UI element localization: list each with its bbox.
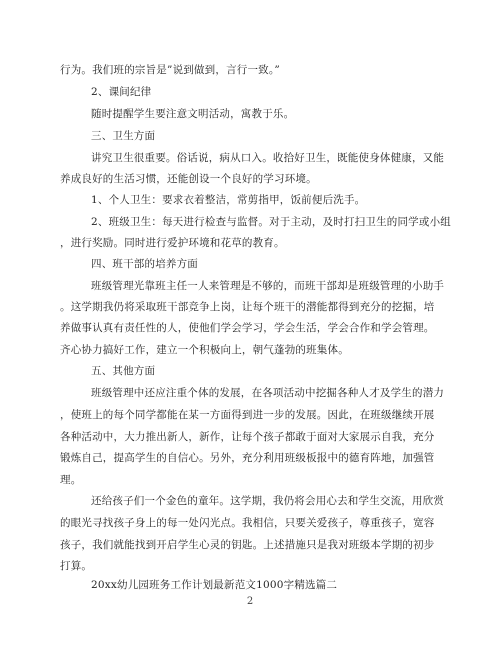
paragraph-line: 打算。 <box>60 560 93 572</box>
paragraph-line: 养成良好的生活习惯，还能创设一个良好的学习环境。 <box>60 173 317 185</box>
paragraph-line: 锻炼自己，提高学生的自信心。另外，充分利用班级板报中的德育阵地，加强管 <box>60 452 435 464</box>
paragraph-line: 孩子，我们就能找到开启学生心灵的钥匙。上述措施只是我对班级本学期的初步 <box>60 539 435 551</box>
paragraph-line: ，使班上的每个同学都能在某一方面得到进一步的发展。因此，在班级继续开展 <box>60 409 435 421</box>
paragraph-line: 1、个人卫生：要求衣着整洁，常剪指甲，饭前便后洗手。 <box>91 194 366 206</box>
paragraph-line: 班级管理光靠班主任一人来管理是不够的，而班干部却是班级管理的小助手 <box>91 280 445 292</box>
paragraph-line: 齐心协力搞好工作，建立一个积极向上，朝气蓬勃的班集体。 <box>60 344 349 356</box>
page-number: 2 <box>246 596 254 607</box>
paragraph-line: 理。 <box>60 474 82 486</box>
paragraph-line: 养做事认真有责任性的人，使他们学会学习，学会生活，学会合作和学会管理。 <box>60 322 435 334</box>
paragraph-line: 随时提醒学生要注意文明活动，寓教于乐。 <box>91 108 295 120</box>
section-heading: 四、班干部的培养方面 <box>91 258 198 270</box>
paragraph-line: 。这学期我仍将采取班干部竞争上岗，让每个班干的潜能都得到充分的挖掘，培 <box>60 301 435 313</box>
paragraph-line: 行为。我们班的宗旨是”说到做到，言行一致。” <box>60 64 280 76</box>
paragraph-line: 还给孩子们一个金色的童年。这学期，我仍将会用心去和学生交流，用欣赏 <box>91 495 445 507</box>
paragraph-line: 的眼光寻找孩子身上的每一处闪光点。我相信，只要关爱孩子，尊重孩子，宽容 <box>60 517 435 529</box>
paragraph-line: 各种活动中，大力推出新人，新作，让每个孩子都敢于面对大家展示自我，充分 <box>60 431 435 443</box>
paragraph-line: 讲究卫生很重要。俗话说，病从口入。收拾好卫生，既能使身体健康，又能 <box>91 152 445 164</box>
section-heading: 五、其他方面 <box>91 365 156 377</box>
article-title: 20xx幼儿园班务工作计划最新范文1000字精选篇二 <box>91 579 338 591</box>
paragraph-line: 班级管理中还应注重个体的发展，在各项活动中挖掘各种人才及学生的潜力 <box>91 387 445 399</box>
paragraph-line: ，进行奖励。同时进行爱护环境和花草的教育。 <box>60 237 285 249</box>
section-heading: 2、课间纪律 <box>91 86 152 98</box>
paragraph-line: 2、班级卫生：每天进行检查与监督。对于主动，及时打扫卫生的同学或小组 <box>91 216 451 228</box>
section-heading: 三、卫生方面 <box>91 130 156 142</box>
